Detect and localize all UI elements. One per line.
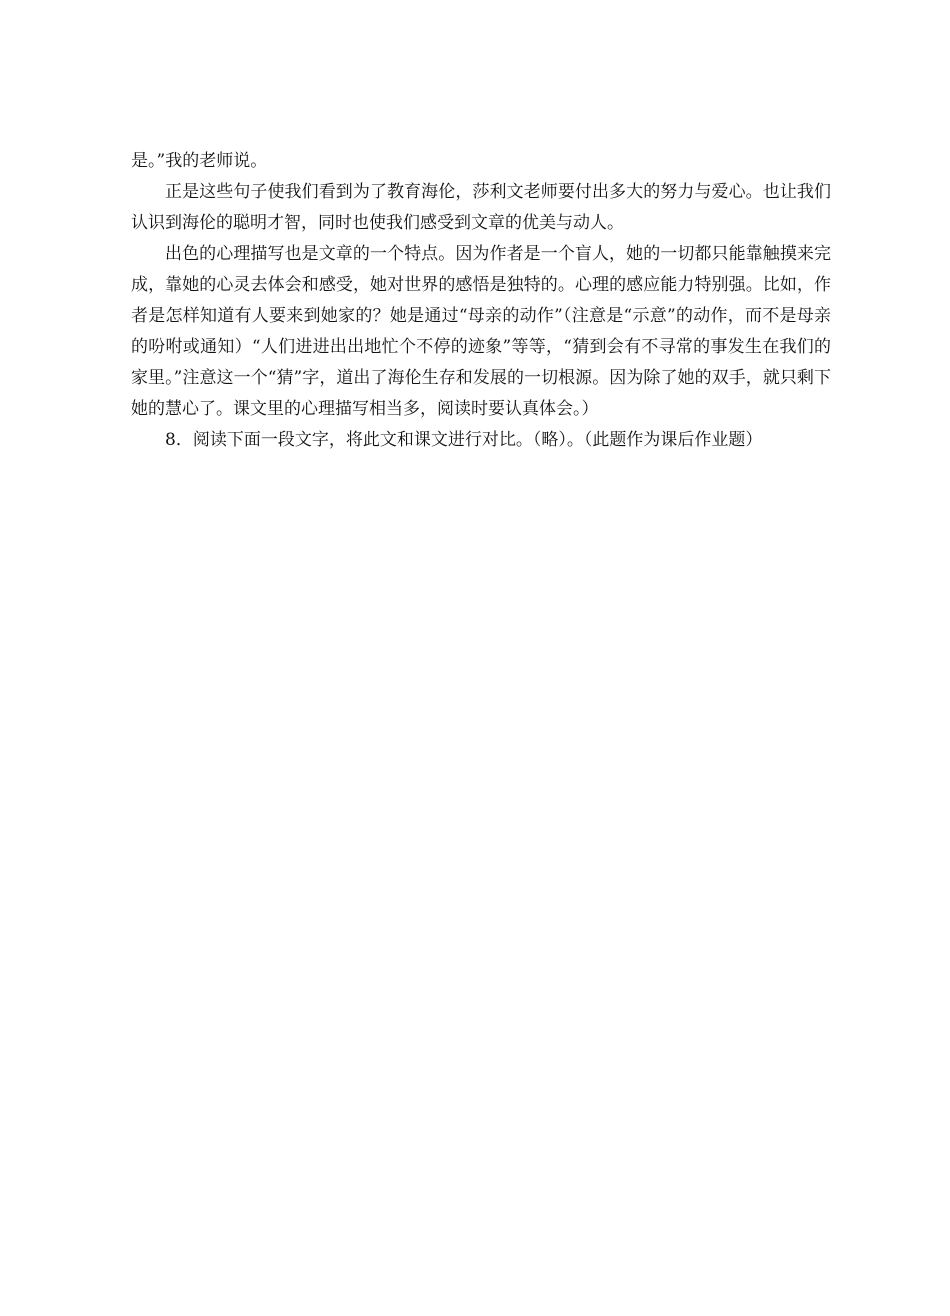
paragraph-question-8: 8．阅读下面一段文字，将此文和课文进行对比。（略）。（此题作为课后作业题）: [165, 430, 763, 450]
paragraph-teacher-effort: 正是这些句子使我们看到为了教育海伦，莎利文老师要付出多大的努力与爱心。也让我们认识到海伦的聪明才智，同时也使我们感受到文章的优美与动人。: [131, 182, 831, 233]
paragraph-psychological-description: 出色的心理描写也是文章的一个特点。因为作者是一个盲人，她的一切都只能靠触摸来完成，靠她的心灵去体会和感受，她对世界的感悟是独特的。心理的感应能力特别强。比如，作者是怎样知道有人要来到她家的？她是通过“母亲的动作”（注意是“示意”的动作，而不是母亲的吩咐或通知）“人们进进出出地忙个不停的迹象”等等，“猜到会有不寻常的事发生在我们的家里。”注意这一个“猜”字，道出了海伦生存和发展的一切根源。因为除了她的双手，就只剩下她的慧心了。课文里的心理描写相当多，阅读时要认真体会。）: [131, 244, 831, 419]
document-body: [131, 146, 831, 456]
paragraph-quote-end: 是。”我的老师说。: [131, 151, 268, 171]
